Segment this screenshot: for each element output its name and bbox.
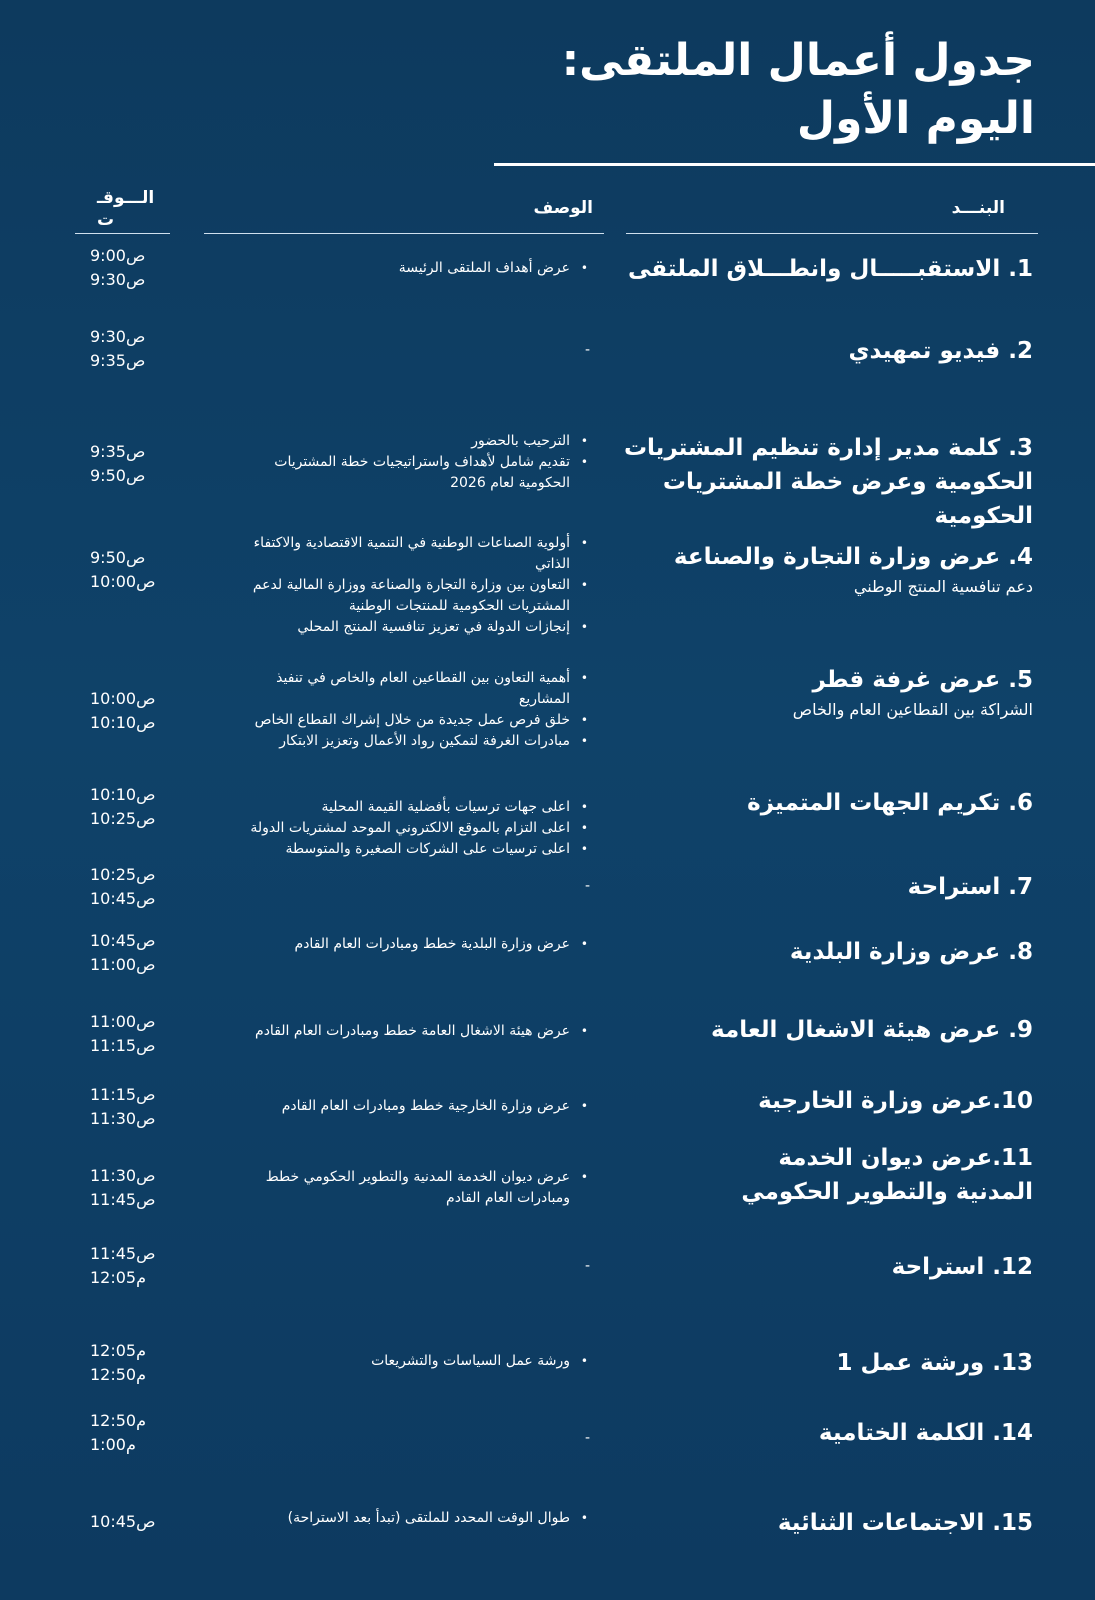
agenda-item-title — [563, 252, 1033, 286]
agenda-item-time — [90, 1409, 160, 1457]
agenda-item-time — [90, 440, 160, 488]
time-value: 11:15ص — [90, 1036, 156, 1055]
agenda-item-title — [563, 1346, 1033, 1380]
agenda-item-time — [90, 783, 160, 831]
agenda-item-subtitle: دعم تنافسية المنتج الوطني — [853, 577, 1033, 596]
agenda-item-time — [90, 546, 160, 594]
header-item: البنـــد — [951, 198, 1005, 218]
agenda-item-time — [90, 929, 160, 977]
agenda-item-title — [563, 935, 1033, 969]
agenda-item-time — [90, 1242, 160, 1290]
agenda-item-title — [593, 431, 1033, 533]
description-bullet: • طوال الوقت المحدد للملتقى (تبدأ بعد الاستراحة) — [247, 1508, 592, 1529]
time-value: 10:10ص — [90, 713, 156, 732]
description-bullet: • عرض هيئة الاشغال العامة خطط ومبادرات العام القادم — [247, 1021, 592, 1042]
agenda-item-label: 6. تكريم الجهات المتميزة — [747, 790, 1033, 816]
agenda-item-description — [247, 1428, 592, 1449]
description-bullet: • الترحيب بالحضور — [247, 431, 592, 452]
description-empty-dash: - — [584, 1430, 590, 1446]
agenda-item-title — [563, 1084, 1033, 1118]
agenda-item-title — [563, 786, 1033, 820]
time-value: 11:30ص — [90, 1109, 156, 1128]
agenda-item-description — [247, 934, 592, 955]
description-bullet: • عرض وزارة الخارجية خطط ومبادرات العام القادم — [247, 1096, 592, 1117]
time-value: 12:05م — [90, 1341, 147, 1360]
header-description-divider — [204, 233, 604, 234]
agenda-item-description — [247, 340, 592, 361]
agenda-item-time — [90, 1510, 160, 1534]
header-description: الوصف — [533, 198, 593, 218]
agenda-item-label: 11.عرض ديوان الخدمة المدنية والتطوير الحكومي — [741, 1145, 1033, 1205]
time-value: 11:00ص — [90, 955, 156, 974]
description-empty-dash: - — [584, 1258, 590, 1274]
agenda-item-time — [90, 1083, 160, 1131]
description-bullet: • عرض ديوان الخدمة المدنية والتطوير الحكومي خطط ومبادرات العام القادم — [247, 1167, 592, 1209]
agenda-item-time — [90, 863, 160, 911]
time-value: 9:50ص — [90, 466, 146, 485]
time-value: 9:30ص — [90, 270, 146, 289]
agenda-item-title — [563, 334, 1033, 368]
agenda-item-description — [247, 797, 592, 860]
time-value: 9:30ص — [90, 327, 146, 346]
description-empty-dash: - — [584, 342, 590, 358]
agenda-item-time — [90, 1339, 160, 1387]
agenda-item-description — [247, 668, 592, 752]
agenda-item-label: 7. استراحة — [907, 874, 1033, 900]
time-value: 10:45ص — [90, 931, 156, 950]
agenda-item-time — [90, 1010, 160, 1058]
description-bullet: • خلق فرص عمل جديدة من خلال إشراك القطاع الخاص — [247, 710, 592, 731]
time-value: 12:05م — [90, 1268, 147, 1287]
description-bullet: • أولوية الصناعات الوطنية في التنمية الاقتصادية والاكتفاء الذاتي — [247, 533, 592, 575]
agenda-item-description — [247, 1508, 592, 1529]
agenda-item-label: 15. الاجتماعات الثنائية — [777, 1510, 1033, 1536]
agenda-item-description — [247, 258, 592, 279]
agenda-item-title — [563, 1013, 1033, 1047]
description-bullet: • اعلى التزام بالموقع الالكتروني الموحد لمشتريات الدولة — [247, 818, 592, 839]
description-bullet: • مبادرات الغرفة لتمكين رواد الأعمال وتعزيز الابتكار — [247, 731, 592, 752]
description-bullet: • إنجازات الدولة في تعزيز تنافسية المنتج المحلي — [247, 617, 592, 638]
time-value: 10:00ص — [90, 572, 156, 591]
agenda-item-title — [563, 870, 1033, 904]
header-time: الـــوقـ ت — [97, 188, 155, 230]
agenda-item-label: 5. عرض غرفة قطر — [812, 667, 1033, 693]
agenda-item-label: 12. استراحة — [891, 1254, 1033, 1280]
time-value: 10:00ص — [90, 689, 156, 708]
description-bullet: • عرض أهداف الملتقى الرئيسة — [247, 258, 592, 279]
agenda-item-title — [713, 1141, 1033, 1209]
agenda-item-subtitle: الشراكة بين القطاعين العام والخاص — [792, 700, 1033, 719]
description-bullet: • اعلى جهات ترسيات بأفضلية القيمة المحلية — [247, 797, 592, 818]
time-value: 10:25ص — [90, 809, 156, 828]
agenda-item-description — [247, 1021, 592, 1042]
agenda-item-label: 13. ورشة عمل 1 — [836, 1350, 1033, 1376]
agenda-item-description — [247, 431, 592, 494]
time-value: 9:35ص — [90, 351, 146, 370]
agenda-item-description — [247, 1167, 592, 1209]
agenda-item-description — [247, 533, 592, 638]
time-value: 11:00ص — [90, 1012, 156, 1031]
header-time-divider — [75, 233, 170, 234]
agenda-item-label: 2. فيديو تمهيدي — [848, 338, 1033, 364]
time-value: 12:50م — [90, 1365, 147, 1384]
agenda-item-description — [247, 1096, 592, 1117]
description-bullet: • اعلى ترسيات على الشركات الصغيرة والمتوسطة — [247, 839, 592, 860]
agenda-item-label: 9. عرض هيئة الاشغال العامة — [711, 1017, 1033, 1043]
agenda-item-label: 4. عرض وزارة التجارة والصناعة — [673, 544, 1033, 570]
time-value: 9:35ص — [90, 442, 146, 461]
agenda-item-description — [247, 876, 592, 897]
agenda-item-label: 10.عرض وزارة الخارجية — [758, 1088, 1033, 1114]
agenda-item-time — [90, 687, 160, 735]
agenda-item-title — [563, 540, 1033, 600]
agenda-item-description — [247, 1256, 592, 1277]
time-value: 11:30ص — [90, 1166, 156, 1185]
description-empty-dash: - — [584, 878, 590, 894]
agenda-item-title — [563, 1506, 1033, 1540]
time-value: 11:45ص — [90, 1190, 156, 1209]
page-title: جدول أعمال الملتقى: اليوم الأول — [561, 35, 1035, 144]
description-bullet: • التعاون بين وزارة التجارة والصناعة ووزارة المالية لدعم المشتريات الحكومية للمنتجات الوطنية — [247, 575, 592, 617]
agenda-item-time — [90, 244, 160, 292]
agenda-item-time — [90, 325, 160, 373]
agenda-item-title — [563, 1416, 1033, 1450]
title-divider — [494, 163, 1095, 166]
agenda-item-title — [563, 1250, 1033, 1284]
time-value: 10:10ص — [90, 785, 156, 804]
description-bullet: • ورشة عمل السياسات والتشريعات — [247, 1351, 592, 1372]
agenda-item-label: 1. الاستقبـــــال وانطـــلاق الملتقى — [627, 256, 1033, 282]
time-value: 9:00ص — [90, 246, 146, 265]
agenda-item-time — [90, 1164, 160, 1212]
agenda-item-label: 8. عرض وزارة البلدية — [789, 939, 1033, 965]
time-value: 10:45ص — [90, 889, 156, 908]
time-value: 12:50م — [90, 1411, 147, 1430]
header-item-divider — [626, 233, 1038, 234]
description-bullet: • تقديم شامل لأهداف واستراتيجيات خطة المشتريات الحكومية لعام 2026 — [247, 452, 592, 494]
description-bullet: • أهمية التعاون بين القطاعين العام والخاص في تنفيذ المشاريع — [247, 668, 592, 710]
time-value: 9:50ص — [90, 548, 146, 567]
time-value: 11:45ص — [90, 1244, 156, 1263]
time-value: 10:45ص — [90, 1512, 156, 1531]
description-bullet: • عرض وزارة البلدية خطط ومبادرات العام القادم — [247, 934, 592, 955]
agenda-item-label: 14. الكلمة الختامية — [818, 1420, 1033, 1446]
agenda-item-title — [563, 663, 1033, 723]
agenda-item-description — [247, 1351, 592, 1372]
time-value: 10:25ص — [90, 865, 156, 884]
time-value: 1:00م — [90, 1435, 136, 1454]
agenda-item-label: 3. كلمة مدير إدارة تنظيم المشتريات الحكومية وعرض خطة المشتريات الحكومية — [623, 435, 1033, 529]
time-value: 11:15ص — [90, 1085, 156, 1104]
